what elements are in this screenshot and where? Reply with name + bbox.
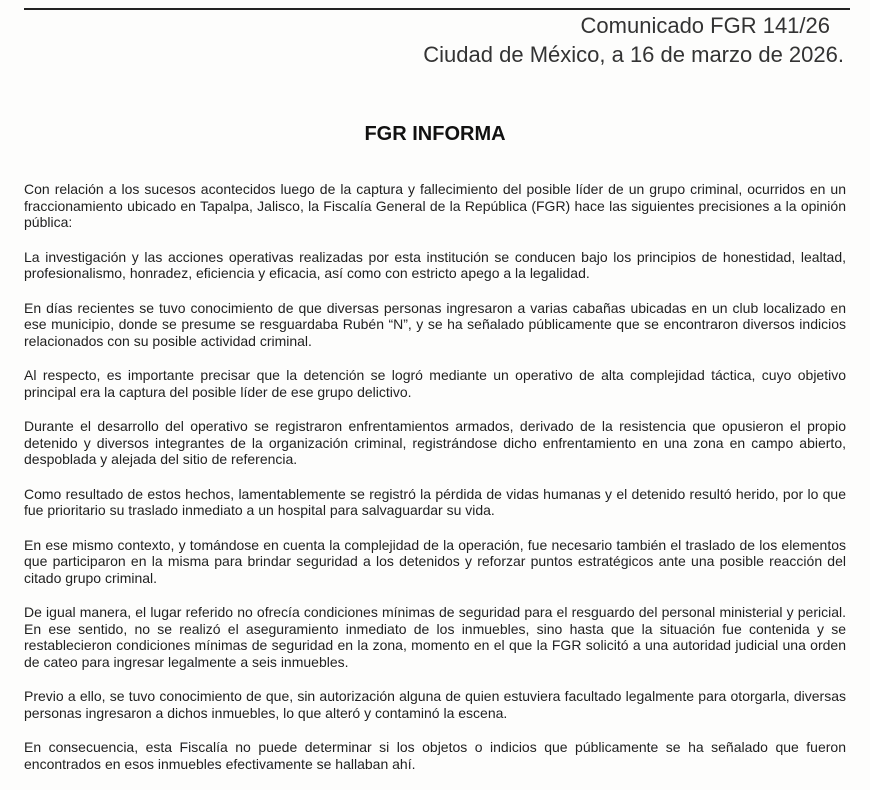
paragraph-8: De igual manera, el lugar referido no ofrecía condiciones mínimas de seguridad para el resguardo del personal ministerial y pericial. En ese sentido, no se realizó el aseguramiento inmediato de los inmuebles, sino hasta que la situación fue contenida y se restablecieron condiciones mínimas de seguridad en la zona, momento en el que la FGR solicitó a una autoridad judicial una orden de cateo para ingresar legalmente a seis inmuebles. [24,604,846,670]
document-header [423,12,844,70]
paragraph-10: En consecuencia, esta Fiscalía no puede determinar si los objetos o indicios que públicamente se ha señalado que fueron encontrados en esos inmuebles efectivamente se hallaban ahí. [24,739,846,772]
top-rule [24,8,850,10]
document-body [24,181,846,790]
paragraph-9: Previo a ello, se tuvo conocimiento de que, sin autorización alguna de quien estuviera facultado legalmente para otorgarla, diversas personas ingresaron a dichos inmuebles, lo que alteró y contaminó la escena. [24,688,846,721]
paragraph-1: Con relación a los sucesos acontecidos luego de la captura y fallecimiento del posible líder de un grupo criminal, ocurridos en un fraccionamiento ubicado en Tapalpa, Jalisco, la Fiscalía General de la República (FGR) hace las siguientes precisiones a la opinión pública: [24,181,846,230]
paragraph-3: En días recientes se tuvo conocimiento de que diversas personas ingresaron a varias cabañas ubicadas en un club localizado en ese municipio, donde se presume se resguardaba Rubén “N”, y se ha señalado públicamente que se encontraron diversos indicios relacionados con su posible actividad criminal. [24,299,846,349]
paragraph-4: Al respecto, es importante precisar que la detención se logró mediante un operativo de alta complejidad táctica, cuyo objetivo principal era la captura del posible líder de ese grupo delictivo. [24,367,846,400]
document-title: FGR INFORMA [364,123,506,145]
paragraph-2: La investigación y las acciones operativas realizadas por esta institución se conducen bajo los principios de honestidad, lealtad, profesionalismo, honradez, eficiencia y eficacia, así como con estricto apego a la legalidad. [24,248,846,281]
paragraph-7: En ese mismo contexto, y tomándose en cuenta la complejidad de la operación, fue necesario también el traslado de los elementos que participaron en la misma para brindar seguridad a los detenidos y reforzar puntos estratégicos ante una posible reacción del citado grupo criminal. [24,536,846,586]
comunicado-number: Comunicado FGR 141/26 [580,13,830,38]
document-date: Ciudad de México, a 16 de marzo de 2026. [423,42,844,67]
paragraph-6: Como resultado de estos hechos, lamentablemente se registró la pérdida de vidas humanas y el detenido resultó herido, por lo que fue prioritario su traslado inmediato a un hospital para salvaguardar su vida. [24,485,846,518]
paragraph-5: Durante el desarrollo del operativo se registraron enfrentamientos armados, derivado de la resistencia que opusieron el propio detenido y diversos integrantes de la organización criminal, registrándose dicho enfrentamiento en una zona en campo abierto, despoblada y alejada del sitio de referencia. [24,418,846,467]
